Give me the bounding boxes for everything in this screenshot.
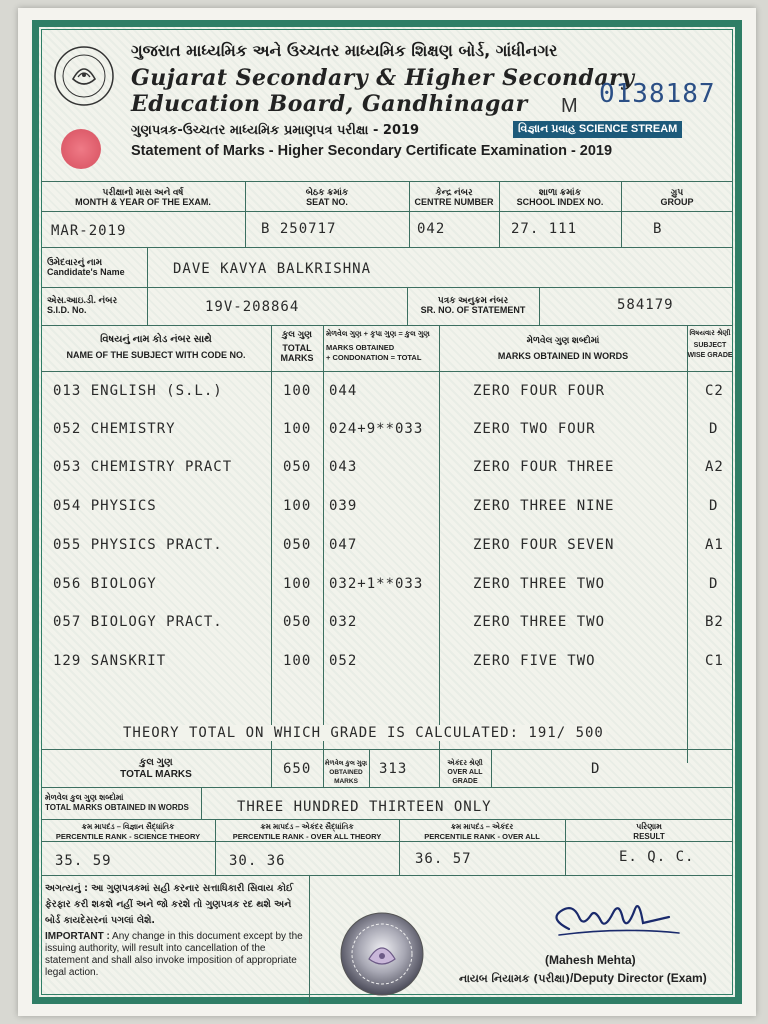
sr-value: 584179 bbox=[617, 297, 674, 313]
series-letter: M bbox=[561, 95, 578, 117]
table-row bbox=[53, 459, 733, 479]
row-words: ZERO FIVE TWO bbox=[473, 653, 596, 669]
hologram-seal bbox=[339, 911, 425, 997]
table-row bbox=[53, 614, 733, 634]
row-subject: 055 PHYSICS PRACT. bbox=[53, 537, 223, 553]
marksheet-frame bbox=[32, 20, 742, 1004]
subject-header: વિષયનું નામ કોડ નંબર સાથે NAME OF THE SUBJECT WITH CODE NO. bbox=[66, 334, 246, 360]
overall-grade-value: D bbox=[591, 761, 601, 777]
row-grade: D bbox=[709, 498, 719, 514]
table-row bbox=[53, 383, 733, 403]
signature bbox=[539, 889, 689, 949]
row-subject: 054 PHYSICS bbox=[53, 498, 157, 514]
title-english-line1: Gujarat Secondary & Higher Secondary bbox=[131, 65, 635, 91]
row-obtained: 039 bbox=[329, 498, 358, 514]
table-row bbox=[53, 576, 733, 596]
row-grade: A1 bbox=[705, 537, 724, 553]
centre-label: કેન્દ્ર નંબર CENTRE NUMBER bbox=[414, 187, 494, 207]
notice-english bbox=[45, 931, 307, 979]
sr-label: પત્રક અનુક્રમ નંબર SR. NO. OF STATEMENT bbox=[420, 295, 526, 315]
sid-value: 19V-208864 bbox=[205, 299, 300, 315]
overall-grade-label: એકંદર શ્રેણી OVER ALL GRADE bbox=[447, 760, 483, 785]
row-obtained: 044 bbox=[329, 383, 358, 399]
obtained-marks-value: 313 bbox=[379, 761, 408, 777]
grade-header: વિષયવાર શ્રેણી SUBJECT WISE GRADE bbox=[687, 330, 733, 359]
group-value: B bbox=[653, 221, 663, 237]
row-grade: D bbox=[709, 421, 719, 437]
overall-theory-rank-value: 30. 36 bbox=[229, 853, 286, 869]
school-value: 27. 111 bbox=[511, 221, 578, 237]
row-obtained: 032 bbox=[329, 614, 358, 630]
candidate-name-label: ઉમેદવારનું નામ Candidate's Name bbox=[47, 257, 125, 277]
obtained-header: મેળવેલ ગુણ + કૃપા ગુણ = કુલ ગુણ MARKS OBTAINED + CONDONATION = TOTAL bbox=[326, 329, 430, 362]
row-grade: C2 bbox=[705, 383, 724, 399]
title-gujarati: ગુજરાત માધ્યમિક અને ઉચ્ચતર માધ્યમિક શિક્ષણ બોર્ડ, ગાંધીનગર bbox=[131, 41, 558, 60]
row-total: 050 bbox=[283, 614, 312, 630]
row-subject: 052 CHEMISTRY bbox=[53, 421, 176, 437]
candidate-name: DAVE KAVYA BALKRISHNA bbox=[173, 261, 372, 277]
notice-english-text: Any change in this document except by the issuing authority, will result into cancellation of the statement and shall also invoke imposition of appropriate legal action. bbox=[45, 931, 303, 978]
seat-value: B 250717 bbox=[261, 221, 337, 237]
row-total: 100 bbox=[283, 498, 312, 514]
month-value: MAR-2019 bbox=[51, 223, 127, 239]
row-words: ZERO FOUR THREE bbox=[473, 459, 615, 475]
row-grade: A2 bbox=[705, 459, 724, 475]
row-subject: 057 BIOLOGY PRACT. bbox=[53, 614, 223, 630]
table-row bbox=[53, 498, 733, 518]
row-obtained: 052 bbox=[329, 653, 358, 669]
words-header: મેળવેલ ગુણ શબ્દોમાં MARKS OBTAINED IN WORDS bbox=[497, 335, 629, 361]
total-marks-label: કુલ ગુણ TOTAL MARKS bbox=[120, 757, 192, 780]
overall-theory-rank-label: ક્રમ માપદંડ – એકંદર સૈદ્ધાંતિક PERCENTILE RANK - OVER ALL THEORY bbox=[232, 822, 382, 841]
title-english-line2: Education Board, Gandhinagar bbox=[131, 91, 528, 117]
row-subject: 013 ENGLISH (S.L.) bbox=[53, 383, 223, 399]
table-row bbox=[53, 537, 733, 557]
signatory-title-english: /Deputy Director (Exam) bbox=[570, 971, 707, 985]
result-value: E. Q. C. bbox=[619, 849, 695, 865]
certificate-number: 0138187 bbox=[599, 79, 716, 109]
obtained-marks-label: મેળવેલ કુલ ગુણ OBTAINED MARKS bbox=[324, 760, 368, 785]
row-total: 050 bbox=[283, 537, 312, 553]
signatory-title-gujarati: નાયબ નિયામક (પરીક્ષા) bbox=[459, 972, 571, 985]
total-words-value: THREE HUNDRED THIRTEEN ONLY bbox=[237, 799, 492, 815]
red-seal-mark bbox=[61, 129, 101, 169]
row-obtained: 032+1**033 bbox=[329, 576, 424, 592]
group-label: ગ્રુપ GROUP bbox=[660, 187, 694, 207]
row-obtained: 047 bbox=[329, 537, 358, 553]
row-obtained: 043 bbox=[329, 459, 358, 475]
school-label: શાળા ક્રમાંક SCHOOL INDEX NO. bbox=[516, 187, 604, 207]
row-words: ZERO FOUR SEVEN bbox=[473, 537, 615, 553]
theory-total-line: THEORY TOTAL ON WHICH GRADE IS CALCULATED: 191/ 500 bbox=[123, 725, 604, 741]
row-obtained: 024+9**033 bbox=[329, 421, 424, 437]
total-marks-value: 650 bbox=[283, 761, 312, 777]
row-total: 100 bbox=[283, 383, 312, 399]
row-grade: B2 bbox=[705, 614, 724, 630]
overall-rank-label: ક્રમ માપદંડ – એકંદર PERCENTILE RANK - OVER ALL bbox=[424, 822, 540, 841]
table-row bbox=[53, 653, 733, 673]
row-total: 050 bbox=[283, 459, 312, 475]
row-total: 100 bbox=[283, 653, 312, 669]
signatory-title bbox=[459, 971, 707, 986]
notice-gujarati: અગત્યનું : આ ગુણપત્રકમાં સહી કરનાર સત્તાધિકારી સિવાય કોઈ ફેરફાર કરી શકશે નહીં અને જો કરશે તો ગુણપત્રક રદ થશે અને બોર્ડ કાયદેસરનાં પગલાં લેશે. bbox=[45, 883, 294, 926]
row-words: ZERO THREE TWO bbox=[473, 576, 606, 592]
row-words: ZERO TWO FOUR bbox=[473, 421, 596, 437]
sid-label: એસ.આઇ.ડી. નંબર S.I.D. No. bbox=[47, 295, 118, 315]
science-rank-label: ક્રમ માપદંડ – વિજ્ઞાન સૈદ્ધાંતિક PERCENTILE RANK - SCIENCE THEORY bbox=[55, 822, 201, 841]
row-total: 100 bbox=[283, 576, 312, 592]
row-words: ZERO THREE TWO bbox=[473, 614, 606, 630]
result-label: પરિણામ RESULT bbox=[633, 822, 665, 841]
row-subject: 129 SANSKRIT bbox=[53, 653, 167, 669]
row-total: 100 bbox=[283, 421, 312, 437]
month-label: પરીક્ષાનો માસ અને વર્ષ MONTH & YEAR OF THE EXAM. bbox=[75, 187, 211, 207]
total-header: કુલ ગુણ TOTAL MARKS bbox=[280, 329, 314, 363]
notice-english-label: IMPORTANT : bbox=[45, 931, 110, 942]
centre-value: 042 bbox=[417, 221, 446, 237]
row-words: ZERO FOUR FOUR bbox=[473, 383, 606, 399]
total-words-label: મેળવેલ કુલ ગુણ શબ્દોમાં TOTAL MARKS OBTAINED IN WORDS bbox=[45, 793, 189, 812]
overall-rank-value: 36. 57 bbox=[415, 851, 472, 867]
board-logo bbox=[53, 45, 115, 107]
row-grade: C1 bbox=[705, 653, 724, 669]
signatory-name: (Mahesh Mehta) bbox=[545, 953, 636, 967]
statement-title: Statement of Marks - Higher Secondary Certificate Examination - 2019 bbox=[131, 143, 613, 159]
table-row bbox=[53, 421, 733, 441]
stream-badge: વિજ્ઞાન પ્રવાહ SCIENCE STREAM bbox=[513, 121, 682, 138]
science-rank-value: 35. 59 bbox=[55, 853, 112, 869]
row-subject: 053 CHEMISTRY PRACT bbox=[53, 459, 233, 475]
subtitle-gujarati: ગુણપત્રક-ઉચ્ચતર માધ્યમિક પ્રમાણપત્ર પરીક્ષા - 2019 bbox=[131, 123, 420, 138]
seat-label: બેઠક ક્રમાંક SEAT NO. bbox=[305, 187, 349, 207]
row-subject: 056 BIOLOGY bbox=[53, 576, 157, 592]
row-grade: D bbox=[709, 576, 719, 592]
row-words: ZERO THREE NINE bbox=[473, 498, 615, 514]
